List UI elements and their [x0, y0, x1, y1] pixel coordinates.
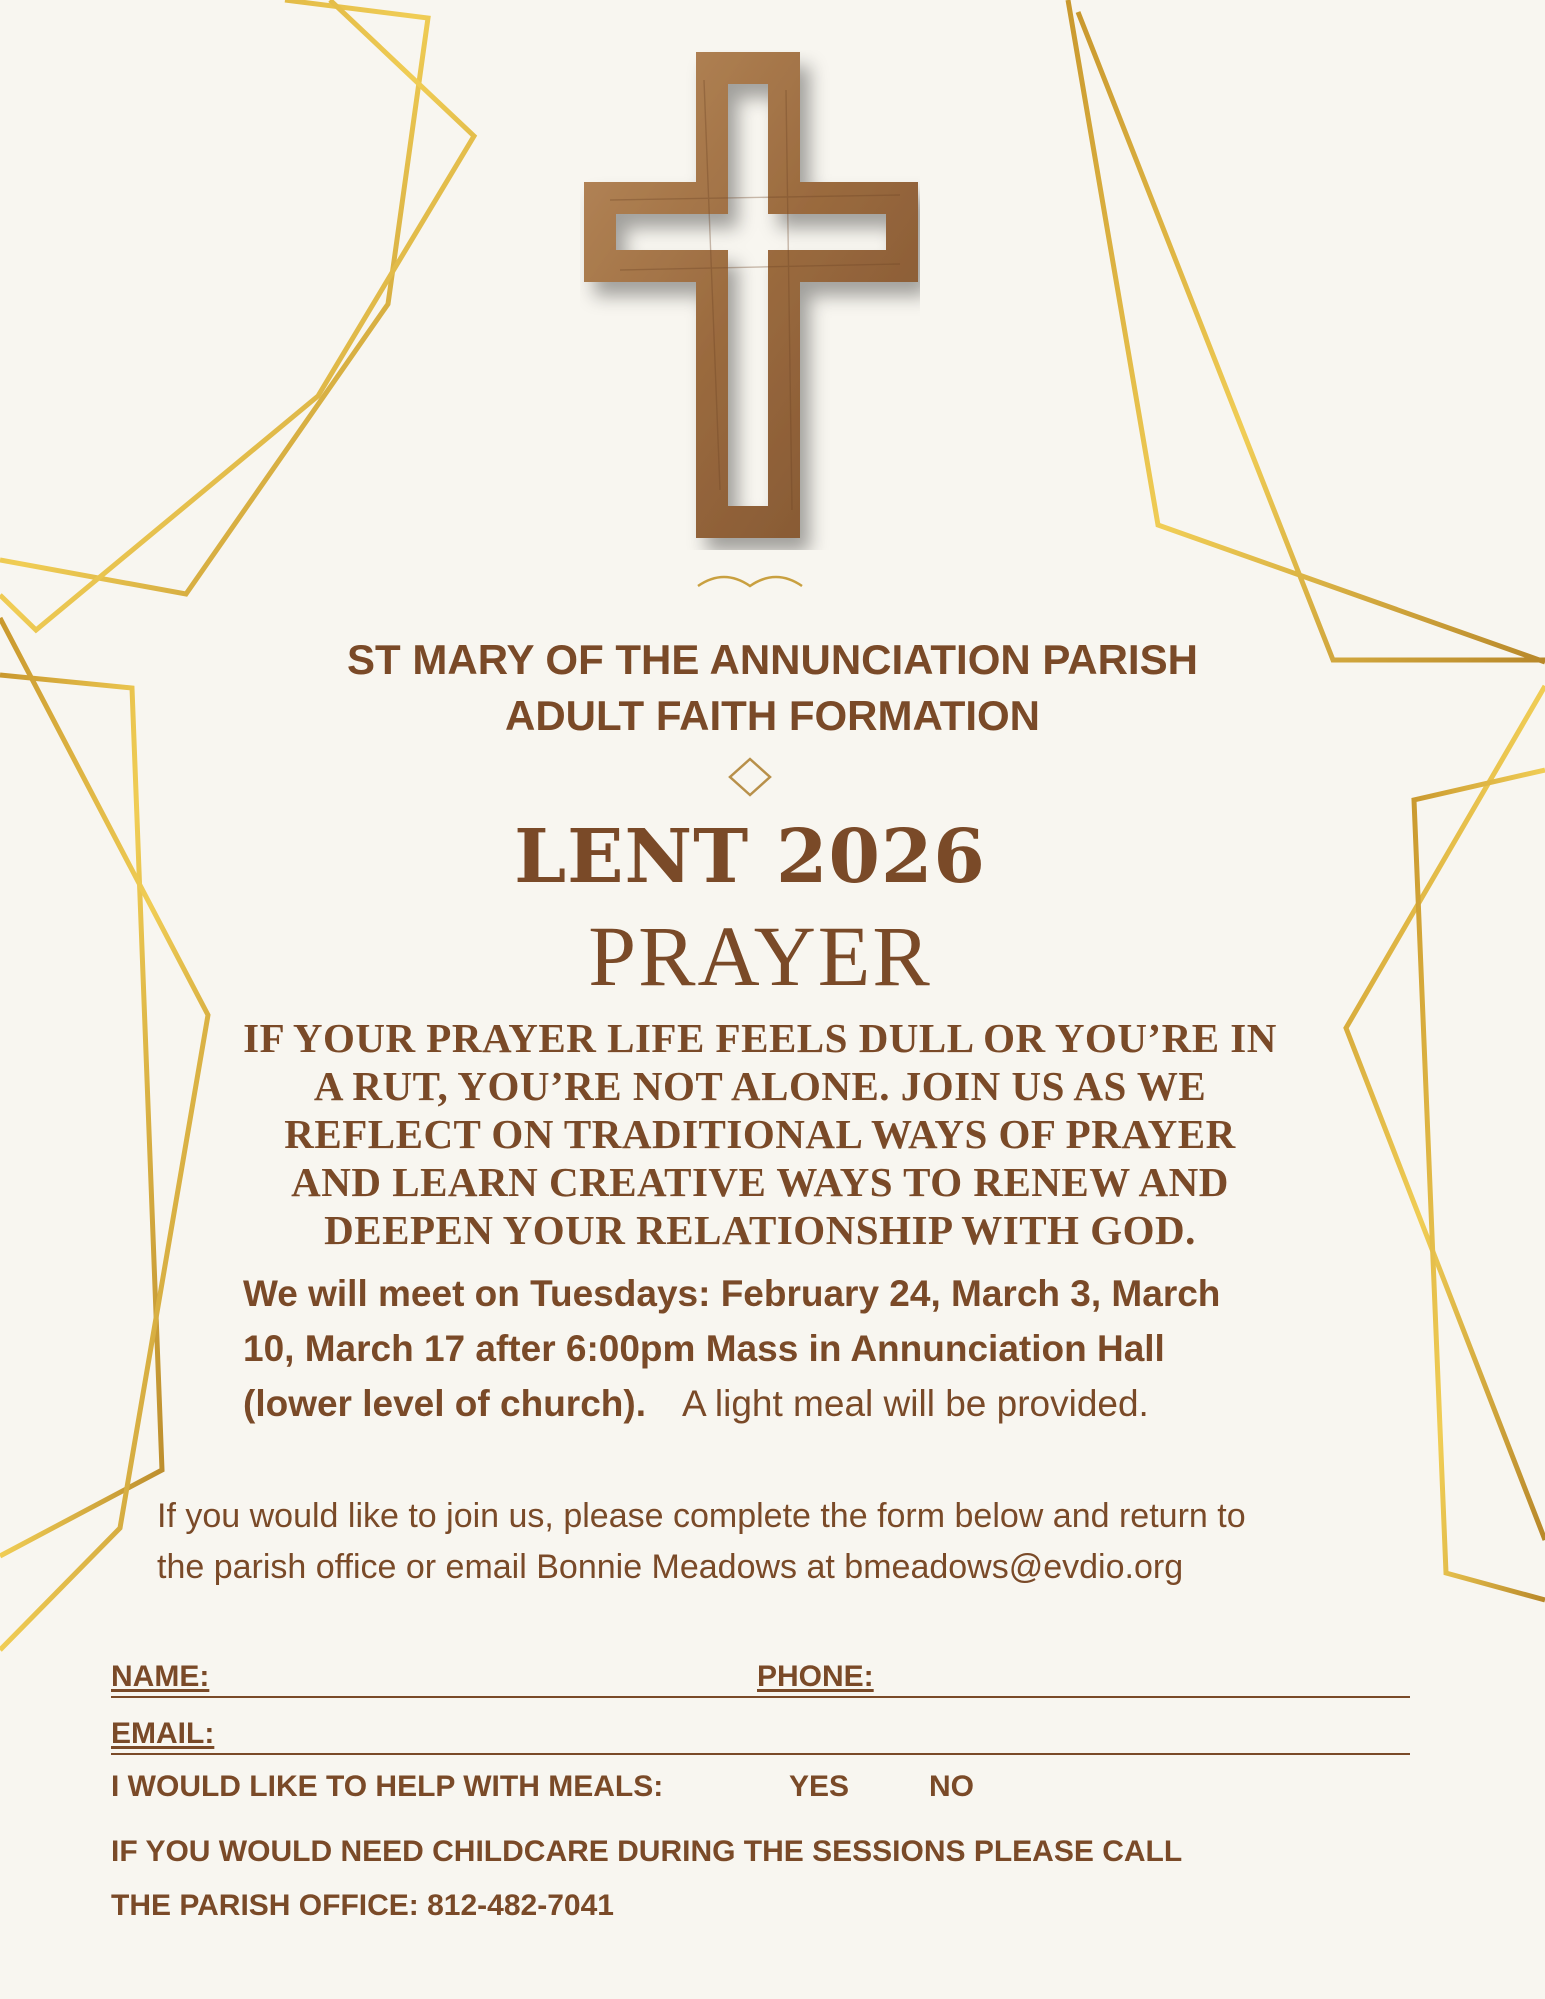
email-row	[111, 1713, 1410, 1755]
meeting-location-note: (lower level of church).	[243, 1383, 646, 1424]
intro-line: REFLECT ON TRADITIONAL WAYS OF PRAYER	[284, 1111, 1236, 1157]
meals-question: I WOULD LIKE TO HELP WITH MEALS:	[111, 1770, 664, 1803]
meeting-dates: We will meet on Tuesdays: February 24, March 3, March	[243, 1273, 1221, 1314]
meeting-time-location: 10, March 17 after 6:00pm Mass in Annunciation Hall	[243, 1328, 1165, 1369]
phone-field-label: PHONE:	[757, 1660, 874, 1693]
join-line: the parish office or email Bonnie Meadows at bmeadows@evdio.org	[157, 1548, 1184, 1586]
join-instructions	[157, 1491, 1407, 1593]
email-field-label: EMAIL:	[111, 1717, 215, 1750]
organization-name: ST MARY OF THE ANNUNCIATION PARISH	[347, 636, 1198, 683]
meals-no-option[interactable]: NO	[929, 1770, 974, 1803]
event-subject: PRAYER	[588, 908, 932, 1004]
meals-yes-option[interactable]: YES	[789, 1770, 850, 1803]
ornamental-divider-top	[338, 568, 1162, 604]
name-field-label: NAME:	[111, 1660, 210, 1693]
meal-note: A light meal will be provided.	[681, 1383, 1149, 1424]
program-name: ADULT FAITH FORMATION	[504, 692, 1041, 739]
meeting-details	[243, 1266, 1343, 1431]
organization-heading	[0, 632, 1545, 744]
wooden-cross-icon	[580, 50, 920, 550]
join-line: If you would like to join us, please complete the form below and return to	[157, 1497, 1246, 1535]
intro-paragraph	[220, 1014, 1300, 1254]
childcare-line: IF YOU WOULD NEED CHILDCARE DURING THE SESSIONS PLEASE CALL	[111, 1835, 1183, 1868]
intro-line: A RUT, YOU’RE NOT ALONE. JOIN US AS WE	[313, 1063, 1207, 1109]
intro-line: IF YOUR PRAYER LIFE FEELS DULL OR YOU’RE IN	[243, 1015, 1277, 1061]
childcare-line: THE PARISH OFFICE: 812-482-7041	[111, 1889, 614, 1922]
childcare-note	[111, 1825, 1410, 1933]
event-title: LENT 2026	[514, 814, 986, 900]
intro-line: AND LEARN CREATIVE WAYS TO RENEW AND	[291, 1159, 1229, 1205]
diamond-divider	[490, 757, 1010, 797]
meals-row	[111, 1770, 1410, 1810]
intro-line: DEEPEN YOUR RELATIONSHIP WITH GOD.	[324, 1207, 1196, 1253]
name-phone-row	[111, 1656, 1410, 1698]
